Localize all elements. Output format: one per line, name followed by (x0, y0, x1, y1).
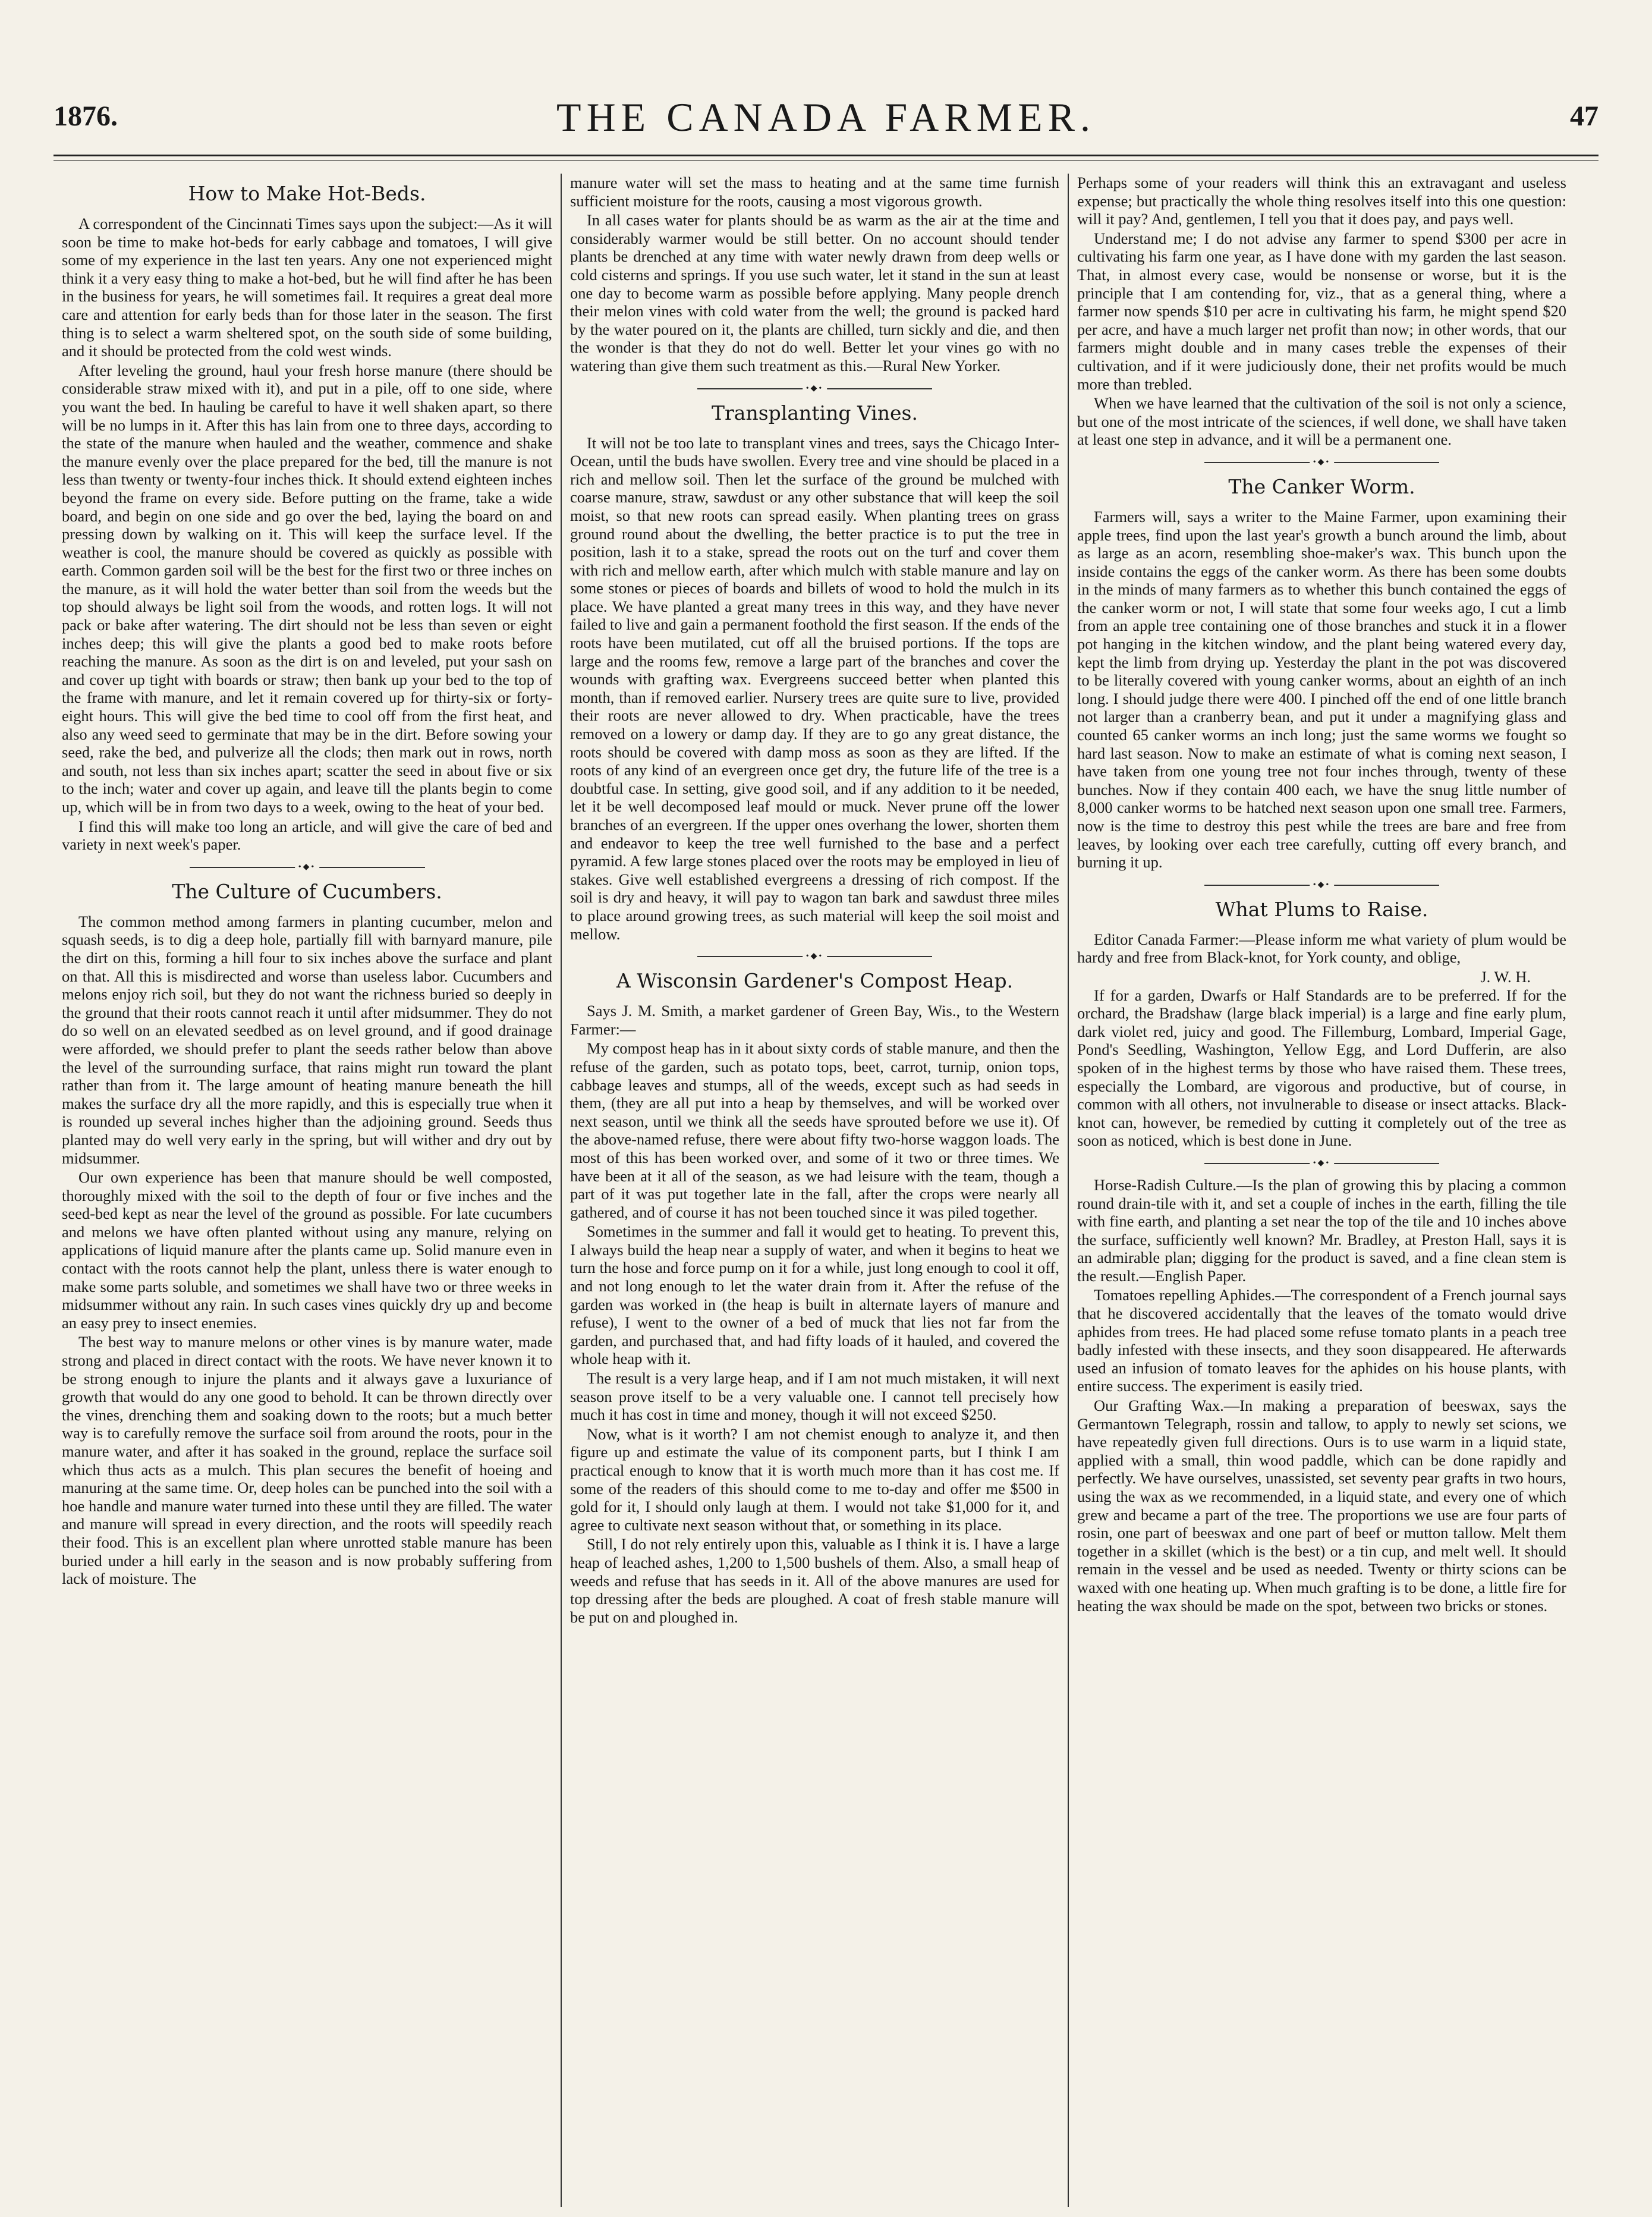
article-paragraph: The result is a very large heap, and if I am not much mistaken, it will next season prove itself to be a very valuable one. I cannot tell precisely how much it has cost in time and money, though it will not exceed $250. (570, 1369, 1059, 1424)
section-divider: •◆• (1204, 462, 1439, 463)
article-paragraph: Perhaps some of your readers will think this an extravagant and useless expense; but practically the whole thing resolves itself into this one question: will it pay? And, gentlemen, I tell you that it does pay, and pays well. (1077, 174, 1566, 228)
section-divider: •◆• (697, 388, 932, 389)
article-paragraph: A correspondent of the Cincinnati Times says upon the subject:—As it will soon be time to make hot-beds for early cabbage and tomatoes, I will give some of my experience in the last ten years. Any one not experienced might think it a very easy thing to make a hot-bed, but he will find after he has been in the business for years, he will sometimes fail. It requires a great deal more care and attention for early beds than for those later in the season. The first thing is to select a warm sheltered spot, on the south side of some building, and it should be protected from the cold west winds. (62, 215, 552, 360)
article-paragraph: Tomatoes repelling Aphides.—The correspondent of a French journal says that he discovered accidentally that the leaves of the tomato would drive aphides from trees. He had placed some refuse tomato plants in a peach tree badly infested with these insects, and they soon disappeared. He afterwards used an infusion of tomato leaves for the aphides on his house plants, with entire success. The experiment is easily tried. (1077, 1286, 1566, 1395)
article-paragraph: After leveling the ground, haul your fresh horse manure (there should be considerable straw mixed with it), and put in a pile, off to one side, where you want the bed. In hauling be careful to have it well shaken apart, so there will be no lumps in it. After this has lain from one to three days, according to the state of the manure when hauled and the weather, commence and shake the manure evenly over the place prepared for the bed, till the manure is not less than twenty or twenty-four inches thick. It should extend eighteen inches beyond the frame on every side. Before putting on the frame, take a wide board, and begin on one side and go over the bed, laying the board on and pressing down by walking on it. This will keep the surface level. If the weather is cool, the manure should be covered as quickly as possible with earth. Common garden soil will be the best for the first two or three inches on the manure, as it will hold the water better than soil from the weeds but the top should always be light soil from the woods, and rotten logs. It will not pack or bake after watering. The dirt should not be less than seven or eight inches deep; this will give the plants a good bed to make roots before reaching the manure. As soon as the dirt is on and leveled, put your sash on and cover up tight with boards or straw; then bank up your bed to the top of the frame with manure, and let it remain covered up for thirty-six or forty-eight hours. This will give the bed time to cool off from the first heat, and also any weed seed to germinate that may be in the dirt. Before sowing your seed, rake the bed, and pulverize all the clods; then mark out in rows, north and south, not less than six inches apart; scatter the seed in about five or six to the inch; water and cover up again, and leave till the plants begin to come up, which will be in from two days to a week, owing to the heat of your bed. (62, 361, 552, 816)
article-paragraph: Our Grafting Wax.—In making a preparation of beeswax, says the Germantown Telegraph, rossin and tallow, to apply to newly set scions, we have repeatedly given full directions. Ours is to use warm in a liquid state, applied with a small, thin wood paddle, which can be done rapidly and perfectly. We have ourselves, unassisted, set seventy pear grafts in two hours, using the wax as we recommended, in a liquid state, and every one of which grew and became a part of the tree. The proportions we use are four parts of rosin, one part of beeswax and one part of beef or mutton tallow. Melt them together in a skillet (which is the best) or a tin cup, and melt well. It should remain in the vessel and be used as needed. Twenty or thirty scions can be waxed with one heating up. When much grafting is to be done, a little fire for heating the wax should be made on the spot, between two bricks or stones. (1077, 1397, 1566, 1615)
article-paragraph: Horse-Radish Culture.—Is the plan of growing this by placing a common round drain-tile with it, and set a couple of inches in the earth, filling the tile with fine earth, and planting a set near the top of the tile and 10 inches above the surface, sufficiently well known? Mr. Bradley, at Preston Hall, says it is an admirable plan; digging for the product is saved, and a fine clean stem is the result.—English Paper. (1077, 1175, 1566, 1285)
article-paragraph: Now, what is it worth? I am not chemist enough to analyze it, and then figure up and estimate the value of its component parts, but I think I am practical enough to know that it is worth much more than it has cost me. If some of the readers of this should come to me to-day and offer me $500 in gold for it, I should only laugh at them. I would not take $1,000 for it, and agree to cultivate next season without that, or something in its place. (570, 1424, 1059, 1534)
article-title-hot-beds: How to Make Hot-Beds. (188, 182, 426, 205)
page-number: 47 (1570, 100, 1598, 132)
columns (54, 174, 1598, 2207)
newspaper-title: THE CANADA FARMER. (556, 95, 1096, 140)
article-paragraph: Farmers will, says a writer to the Maine Farmer, upon examining their apple trees, find upon the last year's growth a bunch around the limb, about as large as an acorn, resembling shoe-maker's wax. This bunch upon the inside contains the eggs of the canker worm. As there has been some doubts in the minds of many farmers as to whether this bunch contained the eggs of the canker worm or not, I will state that some four weeks ago, I cut a limb from an apple tree containing one of those branches and stuck it in a flower pot hanging in the kitchen window, and the plant being watered every day, kept the limb from drying up. Yesterday the plant in the pot was discovered to be literally covered with young canker worms, about an eighth of an inch long. I should judge there were 400. I pinched off the end of one little branch not larger than a cranberry bean, and put it under a magnifying glass and counted 65 canker worms an inch long; just the same worms we fought so hard last season. Now to make an estimate of what is coming next season, I have taken from one young tree not four inches through, twenty of these bunches. Now if they contain 400 each, we have the snug little number of 8,000 canker worms to be hatched next season upon one small tree. Farmers, now is the time to destroy this pest while the trees are bare and free from leaves, by looking over each tree carefully, cutting off every branch, and burning it up. (1077, 507, 1566, 872)
letter-signature: J. W. H. (1480, 967, 1531, 986)
article-paragraph: If for a garden, Dwarfs or Half Standards are to be preferred. If for the orchard, the Bradshaw (large black imperial) is a large and fine early plum, dark violet red, juicy and good. The Fillemburg, Lombard, Imperial Gage, Pond's Seedling, Washington, Yellow Egg, and Lord Dufferin, are also spoken of in the highest terms by those who have raised them. These trees, especially the Lombard, are vigorous and productive, but of course, in common with all others, not invulnerable to disease or insect attacks. Black-knot can, however, be remedied by cutting it completely out of the tree as soon as noticed, which is best done in June. (1077, 986, 1566, 1150)
article-paragraph: Says J. M. Smith, a market gardener of Green Bay, Wis., to the Western Farmer:— (570, 1002, 1059, 1038)
article-paragraph: Understand me; I do not advise any farmer to spend $300 per acre in cultivating his farm one year, as I have done with my garden the last season. That, in almost every case, would be nonsense or worse, but it is the principle that I am contending for, viz., that as a general thing, where a farmer now spends $10 per acre in cultivating his farm, he might spend $20 per acre, and have a much larger net profit than now; in other words, that our farmers might double and in many cases treble the expenses of their cultivation, and if it were judiciously done, their net profits would be much more than trebled. (1077, 229, 1566, 393)
article-paragraph: Still, I do not rely entirely upon this, valuable as I think it is. I have a large heap of leached ashes, 1,200 to 1,500 bushels of them. Also, a small heap of weeds and refuse that has seeds in it. All of the above manures are used for top dressing after the beds are ploughed. A coat of fresh stable manure will be put on and ploughed in. (570, 1535, 1059, 1626)
article-title-plums: What Plums to Raise. (1215, 897, 1428, 921)
article-paragraph: Our own experience has been that manure should be well composted, thoroughly mixed with the soil to the depth of four or five inches and the seed-bed kept as near the level of the ground as possible. For late cucumbers and melons we have often planted without using any manure, relying on applications of liquid manure after the plants came up. Solid manure even in contact with the roots cannot help the plant, unless there is water enough to make some parts soluble, and sometimes we shall have two or three weeks in midsummer without any rain. In such cases vines quickly dry up and become an easy prey to insect enemies. (62, 1168, 552, 1332)
article-title-transplanting: Transplanting Vines. (712, 401, 918, 424)
section-divider: •◆• (697, 956, 932, 957)
section-divider: •◆• (1204, 885, 1439, 886)
article-title-compost-heap: A Wisconsin Gardener's Compost Heap. (616, 969, 1014, 993)
article-paragraph: manure water will set the mass to heating and at the same time furnish sufficient moisture for the roots, causing a most vigorous growth. (570, 174, 1059, 210)
article-title-canker-worm: The Canker Worm. (1228, 474, 1415, 498)
article-paragraph: It will not be too late to transplant vines and trees, says the Chicago Inter-Ocean, until the buds have swollen. Every tree and vine should be placed in a rich and mellow soil. Then let the surface of the ground be mulched with coarse manure, straw, sawdust or any other substance that will keep the soil moist, so that new roots can spread easily. When planting trees on grass ground round about the dwelling, the better practice is to put the tree in position, lash it to a stake, spread the roots out on the turf and cover them with rich and mellow earth, after which mulch with stable manure and lay on some stones or pieces of boards and billets of wood to hold the mulch in its place. We have planted a great many trees in this way, and they have never failed to live and gain a permanent foothold the first season. If the ends of the roots have been mutilated, cut off all the bruised portions. If the tops are large and the rooms few, remove a large part of the branches and cover the wounds with grafting wax. Evergreens succeed better when planted this month, than if removed earlier. Nursery trees are quite sure to live, provided their roots are never allowed to dry. When practicable, have the trees removed on a lowery or damp day. If they are to go any great distance, the roots should be covered with damp moss as soon as they are lifted. If the roots of any kind of an evergreen once get dry, the future life of the tree is a doubtful case. In setting, give good soil, and if any addition to it be needed, let it be well decomposed leaf mould or muck. Never prune off the lower branches of an evergreen. If the upper ones overhang the lower, shorten them and endeavor to keep the tree well furnished to the base and a perfect pyramid. A few large stones placed over the roots may be employed in lieu of stakes. Give well established evergreens a dressing of rich compost. If the soil is dry and heavy, it will pay to wagon tan bark and sawdust three miles to place around growing trees, as such material will keep the soil moist and mellow. (570, 433, 1059, 943)
column-1 (54, 174, 561, 2207)
article-paragraph: The common method among farmers in planting cucumber, melon and squash seeds, is to dig a deep hole, partially fill with barnyard manure, pile the dirt on this, forming a hill four to six inches above the surface and plant on that. All this is misdirected and worse than useless labor. Cucumbers and melons enjoy rich soil, but they do not want the richness buried so deeply in the ground that their roots cannot reach it until after midsummer. They do not do so well on an elevated seedbed as on level ground, and if good drainage were afforded, we should prefer to plant the seeds rather below than above the level of the surrounding surface, that rains might run toward the plant rather than from it. The large amount of heating manure beneath the hill makes the surface dry all the more rapidly, and this is especially true when it is rounded up several inches higher than the adjoining ground. Seeds thus planted may do well very early in the spring, but will wither and dry out by midsummer. (62, 912, 552, 1167)
section-divider: •◆• (1204, 1163, 1439, 1164)
article-paragraph: Sometimes in the summer and fall it would get to heating. To prevent this, I always build the heap near a supply of water, and when it begins to heat we turn the hose and force pump on it for a while, just long enough to cool it off, and not long enough to let the water drain from it. After the refuse of the garden was worked in (the heap is built in alternate layers of manure and refuse), I went to the owner of a bed of muck that lies not far from the garden, and purchased that, and had fifty loads of it hauled, and covered the whole heap with it. (570, 1222, 1059, 1368)
column-2 (561, 174, 1068, 2207)
article-paragraph: My compost heap has in it about sixty cords of stable manure, and then the refuse of the garden, such as potato tops, beet, carrot, turnip, onion tops, cabbage leaves and stumps, all of the weeds, except such as had seeds in them, (they are all put into a heap by themselves, and will be worked over next season, until we think all the seeds have sprouted before we use it). Of the above-named refuse, there were about fifty two-horse waggon loads. The most of this has been worked over, and some of it two or three times. We have been at it all of the season, as we had leisure with the team, though a part of it was put together late in the fall, after the crops were nearly all gathered, and of course it has not been touched since it was piled together. (570, 1039, 1059, 1221)
article-paragraph: The best way to manure melons or other vines is by manure water, made strong and placed in direct contact with the roots. We have never known it to be strong enough to injure the plants and it always gave a luxuriance of growth that would do any one good to behold. It can be thrown directly over the vines, drenching them and soaking down to the roots; but a much better way is to carefully remove the surface soil from around the roots, pour in the manure water, and after it has soaked in the ground, replace the surface soil which thus acts as a mulch. This plan secures the benefit of hoeing and manuring at the same time. Or, deep holes can be punched into the soil with a hoe handle and manure water turned into these until they are filled. The water and manure will spread in every direction, and the roots will speedily reach their food. This is an excellent plan where unrotted stable manure has been buried under a hill early in the season and is now probably suffering from lack of moisture. The (62, 1333, 552, 1588)
article-paragraph: In all cases water for plants should be as warm as the air at the time and considerably warmer would be still better. On no account should tender plants be drenched at any time with water newly drawn from deep wells or cold cisterns and springs. If you use such water, let it stand in the sun at least one day to become warm as possible before applying. Many people drench their melon vines with cold water from the well; the ground is packed hard by the water poured on it, the plants are chilled, turn sickly and die, and then the wonder is that they do not do well. Better let your vines go with no watering than give them such treatment as this.—Rural New Yorker. (570, 211, 1059, 375)
masthead (54, 89, 1598, 156)
article-paragraph: When we have learned that the cultivation of the soil is not only a science, but one of the most intricate of the sciences, if well done, we shall have taken at least one step in advance, and it will be a permanent one. (1077, 394, 1566, 449)
issue-year: 1876. (54, 100, 118, 132)
column-3 (1068, 174, 1575, 2207)
article-paragraph: Editor Canada Farmer:—Please inform me what variety of plum would be hardy and free from Black-knot, for York county, and oblige, (1077, 930, 1566, 967)
section-divider: •◆• (190, 867, 425, 868)
article-title-cucumbers: The Culture of Cucumbers. (172, 879, 442, 903)
masthead-rule (54, 160, 1598, 161)
article-paragraph: I find this will make too long an article, and will give the care of bed and variety in next week's paper. (62, 817, 552, 854)
